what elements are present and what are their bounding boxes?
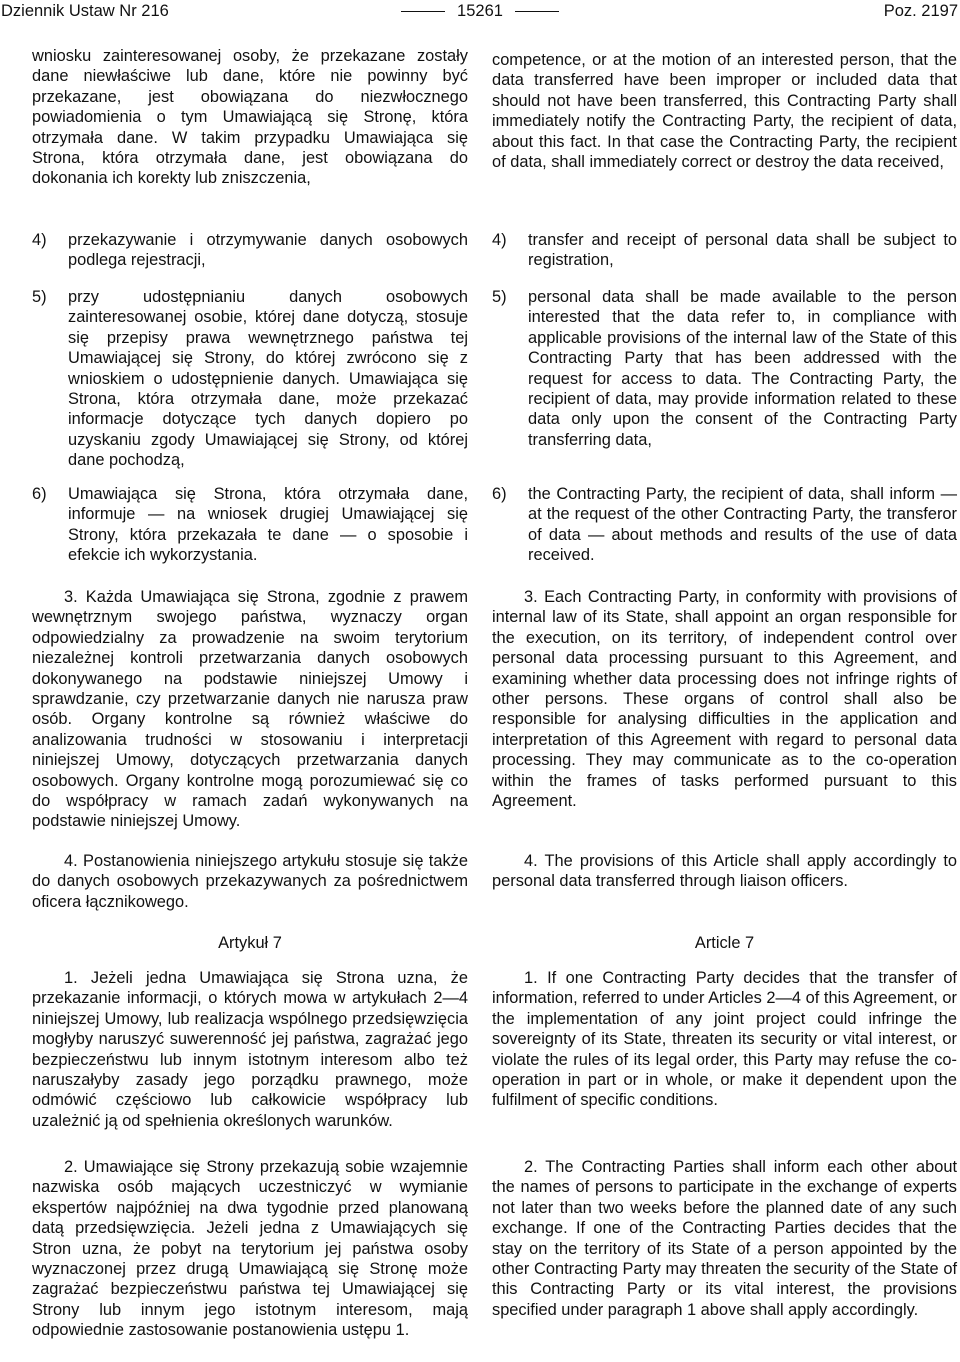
- english-continuation: competence, or at the motion of an interested person, that the data transferred have been improper or included data that should not have been transferred, this Contracting Party shall immediately notify the Contracting Party, the recipient of data, about this fact. In that case the Contracting Party, the recipient of data, shall immediately correct or destroy the data received,: [492, 51, 957, 172]
- english-item-6: [492, 484, 957, 566]
- polish-item-5-text: przy udostępnianiu danych osobowych zainteresowanej osobie, której dane dotyczą, stosuje się przepisy prawa wewnętrznego państwa tej Umawiającej się Strony, do której zwrócono się z wnioskiem o udostępnienie danych. Umawiająca się Strona, która otrzymała dane, może przekazać informacje dotyczące tych danych dopiero po uzyskaniu zgody Umawiającej się Strony, od której dane pochodzą,: [68, 288, 468, 470]
- english-item-4-number: 4): [492, 231, 507, 249]
- dash-right: [515, 11, 559, 12]
- english-article-heading: Article 7: [694, 934, 755, 952]
- english-item-5-number: 5): [492, 288, 507, 306]
- polish-continuation: wniosku zainteresowanej osoby, że przekazane zostały dane niewłaściwe lub dane, które nie powinny być przekazane, jest obowiązana do niezwłocznego powiadomienia o tym Umawiającą się Stronę, która otrzymała dane. W takim przypadku Umawiająca się Strona, która otrzymała dane, jest obowiązana do dokonania ich korekty lub zniszczenia,: [32, 47, 468, 188]
- polish-article-heading: Artykuł 7: [218, 934, 282, 952]
- journal-title: Dziennik Ustaw Nr 216: [1, 2, 169, 20]
- polish-item-4-number: 4): [32, 231, 47, 249]
- polish-article-7-paragraph-2: 2. Umawiające się Strony przekazują sobie wzajemnie nazwiska osób mających uczestniczyć w wymianie ekspertów najpóźniej na dwa tygodnie przed planowaną datą przedsięwzięcia. Jeżeli jedna z Umawiających się Stron uzna, że pobyt na terytorium jej państwa osoby wyznaczonej przez drugą Umawiającą się Stronę może zagrażać bezpieczeństwu państwa tej Umawiającej się Strony lub innym jego istotnym interesom, mają odpowiednie zastosowanie postanowienia ustępu 1.: [32, 1158, 468, 1340]
- english-item-4: [492, 230, 957, 271]
- page-number: [0, 0, 960, 22]
- polish-paragraph-4: 4. Postanowienia niniejszego artykułu stosuje się także do danych osobowych przekazywanych za pośrednictwem oficera łącznikowego.: [32, 852, 468, 911]
- polish-item-6-text: Umawiająca się Strona, która otrzymała dane, informuje — na wniosek drugiej Umawiającej się Strony, która przekazała te dane — o sposobie i efekcie ich wykorzystania.: [68, 485, 468, 565]
- polish-paragraph-3: 3. Każda Umawiająca się Strona, zgodnie z prawem wewnętrznym swojego państwa, wyznaczy organ odpowiedzialny za prowadzenie na swoim terytorium niezależnej kontroli przetwarzania danych osobowych dokonywanego na podstawie niniejszej Umowy i sprawdzanie, czy przetwarzanie danych nie narusza praw osób. Organy kontrolne są również właściwe do analizowania trudności w stosowaniu i interpretacji niniejszej Umowy, dotyczących przetwarzania danych osobowych. Organy kontrolne mogą porozumiewać się co do współpracy w ramach zadań wykonywanych na podstawie niniejszej Umowy.: [32, 588, 468, 831]
- english-item-5-text: personal data shall be made available to the person interested that the data refer to, in compliance with applicable provisions of the internal law of the State of this Contracting Party that has been addressed with the request for access to data. The Contracting Party, the recipient of data, may provide information related to these data only upon the consent of the Contracting Party transferring data,: [528, 288, 957, 449]
- english-paragraph-4: 4. The provisions of this Article shall apply accordingly to personal data transferred through liaison officers.: [492, 852, 957, 891]
- dash-left: [401, 11, 445, 12]
- position-number: Poz. 2197: [883, 2, 958, 20]
- english-item-4-text: transfer and receipt of personal data shall be subject to registration,: [528, 231, 957, 270]
- english-item-6-number: 6): [492, 485, 507, 503]
- english-item-5: [492, 287, 957, 450]
- english-paragraph-3: 3. Each Contracting Party, in conformity with provisions of internal law of its State, shall appoint an organ responsible for the execution, on its territory, of independent control over personal data processing pursuant to this Agreement, and examining whether data processing does not infringe rights of other persons. These organs of control shall also be responsible for analysing difficulties in the application and interpretation of this Agreement with regard to personal data processing. They may communicate as to the co-operation within the frames of tasks performed pursuant to this Agreement.: [492, 588, 957, 811]
- polish-item-4: [32, 230, 468, 271]
- english-item-6-text: the Contracting Party, the recipient of data, shall inform — at the request of the other Contracting Party, the transferor of data — about methods and results of the use of data received.: [528, 485, 957, 565]
- polish-item-5-number: 5): [32, 288, 47, 306]
- polish-item-6: [32, 484, 468, 566]
- polish-item-6-number: 6): [32, 485, 47, 503]
- polish-item-4-text: przekazywanie i otrzymywanie danych osobowych podlega rejestracji,: [68, 231, 468, 270]
- english-article-7-paragraph-1: 1. If one Contracting Party decides that the transfer of information, referred to under Articles 2—4 of this Agreement, or the implementation of any joint project could infringe the sovereignty of its State, threaten its security or vital interest, or violate the rules of its legal order, this Party may refuse the co-operation in part or in whole, or make it dependent upon the fulfilment of specific conditions.: [492, 969, 957, 1110]
- polish-article-7-paragraph-1: 1. Jeżeli jedna Umawiająca się Strona uzna, że przekazanie informacji, o których mowa w artykułach 2—4 niniejszej Umowy, lub realizacja wspólnego przedsięwzięcia mogłyby naruszyć suwerenność jej państwa, zagrażać jego bezpieczeństwu lub innym istotnym interesom albo też naruszałyby zasady jego porządku prawnego, może odmówić częściowo lub całkowicie współpracy lub uzależnić ją od spełnienia określonych warunków.: [32, 969, 468, 1130]
- page-header: [0, 0, 960, 22]
- page-number-text: 15261: [457, 2, 503, 20]
- english-article-7-paragraph-2: 2. The Contracting Parties shall inform each other about the names of persons to participate in the exchange of experts not later than two weeks before the planned date of any such exchange. If one of the Contracting Parties decides that the stay on the territory of its State of a person appointed by the other Contracting Party may threaten the security of the State of this Contracting Party or its vital interest, the provisions specified under paragraph 1 above shall apply accordingly.: [492, 1158, 957, 1319]
- polish-item-5: [32, 287, 468, 471]
